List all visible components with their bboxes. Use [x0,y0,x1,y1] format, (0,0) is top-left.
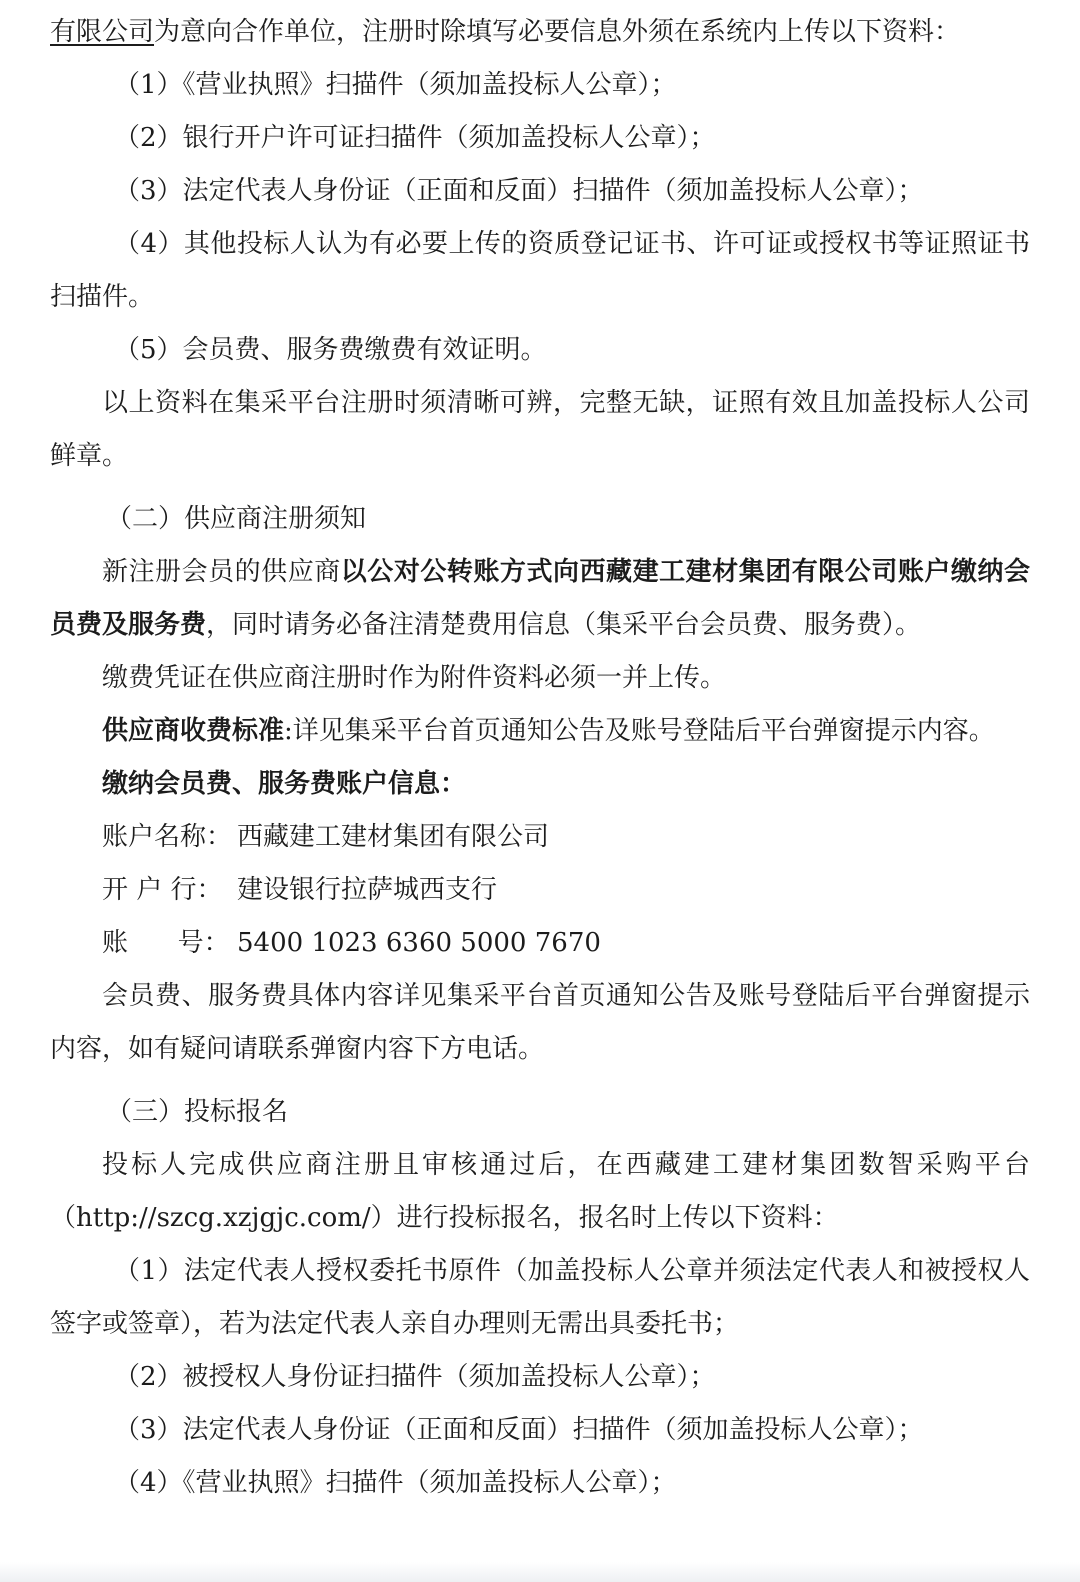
bid-item: （4）《营业执照》扫描件（须加盖投标人公章）； [114,1468,677,1498]
account-row-label: 账 号： [102,928,230,958]
intro-paragraph [50,6,1030,59]
supplier-payment-text: 新注册会员的供应商 [102,557,341,587]
bottom-edge-shade [0,1562,1080,1582]
intro-underlined-text: 有限公司 [50,17,155,47]
registration-item: （2）银行开户许可证扫描件（须加盖投标人公章）； [114,123,716,153]
registration-item: （5）会员费、服务费缴费有效证明。 [114,335,547,365]
fee-standard-label: 供应商收费标准 [102,716,285,746]
registration-item: （3）法定代表人身份证（正面和反面）扫描件（须加盖投标人公章）； [114,176,924,206]
fee-standard-paragraph [50,705,1030,758]
account-row-number [50,917,1030,970]
registration-item: （4）其他投标人认为有必要上传的资质登记证书、许可证或授权书等证照证书扫描件。 [50,229,1030,312]
account-row-value: 5400 1023 6360 5000 7670 [237,928,601,958]
account-row-value: 西藏建工建材集团有限公司 [237,822,550,852]
bid-registration-paragraph: 投标人完成供应商注册且审核通过后，在西藏建工建材集团数智采购平台（http://szcg.xzjgjc.com/）进行投标报名，报名时上传以下资料： [50,1150,1030,1233]
supplier-payment-bold-text: 以公对公转账方式向西藏建工建材集团有限公司账户缴纳会员费及服务费 [50,557,1030,640]
section-heading-supplier-registration: （二）供应商注册须知 [106,504,367,534]
registration-note: 以上资料在集采平台注册时须清晰可辨，完整无缺，证照有效且加盖投标人公司鲜章。 [50,388,1030,471]
account-row-bank [50,864,1030,917]
supplier-payment-paragraph [50,546,1030,652]
section-heading-bid-registration: （三）投标报名 [106,1097,289,1127]
account-info-heading: 缴纳会员费、服务费账户信息： [102,769,467,799]
fee-standard-text: :详见集采平台首页通知公告及账号登陆后平台弹窗提示内容。 [284,716,995,746]
account-row-value: 建设银行拉萨城西支行 [237,875,498,905]
account-row-label: 开 户 行： [102,875,223,905]
supplier-payment-tail-text: ，同时请务必备注清楚费用信息（集采平台会员费、服务费）。 [206,610,922,640]
intro-text: 为意向合作单位，注册时除填写必要信息外须在系统内上传以下资料： [154,17,961,47]
account-row-name [50,811,1030,864]
bid-item: （3）法定代表人身份证（正面和反面）扫描件（须加盖投标人公章）； [114,1415,924,1445]
bid-item: （2）被授权人身份证扫描件（须加盖投标人公章）； [114,1362,716,1392]
bid-item: （1）法定代表人授权委托书原件（加盖投标人公章并须法定代表人和被授权人签字或签章），若为法定代表人亲自办理则无需出具委托书； [50,1256,1030,1339]
account-row-label: 账户名称： [102,822,233,852]
payment-voucher-paragraph: 缴费凭证在供应商注册时作为附件资料必须一并上传。 [102,663,727,693]
fee-details-note: 会员费、服务费具体内容详见集采平台首页通知公告及账号登陆后平台弹窗提示内容，如有疑问请联系弹窗内容下方电话。 [50,981,1030,1064]
registration-item: （1）《营业执照》扫描件（须加盖投标人公章）； [114,70,677,100]
